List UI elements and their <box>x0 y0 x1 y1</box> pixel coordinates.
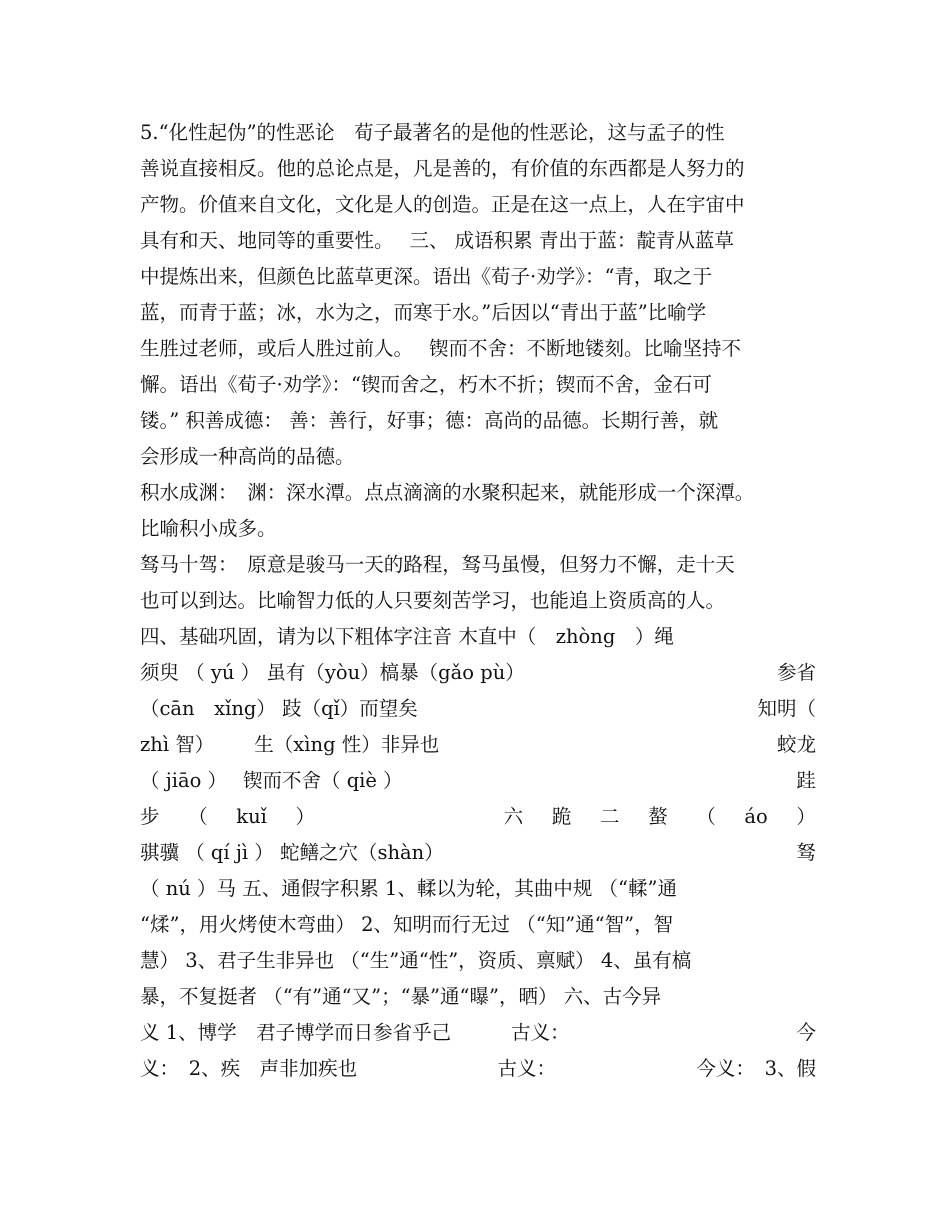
text-segment: 生（xìng 性）非异也 <box>254 733 440 756</box>
text-segment: 跬 <box>796 769 816 792</box>
text-segment: 知明（ <box>757 697 816 720</box>
text-line: 善说直接相反。他的总论点是，凡是善的，有价值的东西都是人努力的 <box>140 157 745 180</box>
text-segment: 蛟龙 <box>776 733 816 756</box>
text-segment: 二 <box>599 805 620 828</box>
text-segment: 古义： <box>497 1057 556 1080</box>
text-segment: 参省 <box>776 661 816 684</box>
text-line <box>140 1015 816 1051</box>
pinyin-line <box>140 727 816 763</box>
text-line: 积水成渊： 渊：深水潭。点点滴滴的水聚积起来，就能形成一个深潭。 <box>140 481 755 504</box>
text-line: 生胜过老师，或后人胜过前人。 锲而不舍：不断地镂刻。比喻坚持不 <box>140 337 741 360</box>
text-line: 镂。” 积善成德： 善：善行，好事；德：高尚的品德。长期行善，就 <box>140 409 719 432</box>
text-segment: 六 <box>503 805 524 828</box>
text-segment: 驽 <box>796 841 816 864</box>
text-segment: 螯 <box>648 805 668 828</box>
text-segment: 义 1、博学 君子博学而日参省乎己 <box>140 1021 452 1044</box>
text-segment: 今义： 3、假 <box>696 1057 816 1080</box>
text-line: 慧） 3、君子生非异也 （“生”通“性”，资质、禀赋） 4、虽有槁 <box>140 949 692 972</box>
text-line: “煣”，用火烤使木弯曲） 2、知明而行无过 （“知”通“智”，智 <box>140 913 674 936</box>
text-line: 产物。价值来自文化，文化是人的创造。正是在这一点上，人在宇宙中 <box>140 193 745 216</box>
text-segment: ） <box>295 805 316 828</box>
text-segment: 义： 2、疾 声非加疾也 <box>140 1057 358 1080</box>
text-segment: 古义： <box>511 1021 570 1044</box>
text-segment: 今 <box>796 1021 816 1044</box>
text-line <box>140 1051 816 1087</box>
text-segment: （cān xǐng） 跂（qǐ）而望矣 <box>140 697 418 720</box>
text-line: 也可以到达。比喻智力低的人只要刻苦学习，也能追上资质高的人。 <box>140 589 726 612</box>
text-line: 5.“化性起伪”的性恶论 荀子最著名的是他的性恶论，这与孟子的性 <box>140 121 725 144</box>
text-segment: áo <box>744 805 768 828</box>
text-segment: （ <box>696 805 716 828</box>
pinyin-line <box>140 835 816 871</box>
text-segment: 步 <box>140 805 160 828</box>
text-line: 懈。语出《荀子·劝学》：“锲而舍之，朽木不折；锲而不舍，金石可 <box>140 373 712 396</box>
pinyin-line <box>140 655 816 691</box>
pinyin-line <box>140 799 816 835</box>
text-line: 会形成一种高尚的品德。 <box>140 445 355 468</box>
text-line: （ nú ）马 五、通假字积累 1、輮以为轮，其曲中规 （“輮”通 <box>140 877 677 900</box>
text-segment: （ <box>188 805 208 828</box>
text-line: 蓝，而青于蓝；冰，水为之，而寒于水。”后因以“青出于蓝”比喻学 <box>140 301 707 324</box>
text-line: 驽马十驾： 原意是骏马一天的路程，驽马虽慢，但努力不懈，走十天 <box>140 553 735 576</box>
text-segment: kuǐ <box>236 805 267 828</box>
text-line: 四、基础巩固，请为以下粗体字注音 木直中（ zhòng ）绳 <box>140 625 674 648</box>
pinyin-line <box>140 763 816 799</box>
text-segment: 须臾 （ yú ） 虽有（yòu）槁暴（gǎo pù） <box>140 661 525 684</box>
text-line: 暴，不复挺者 （“有”通“又”；“暴”通“曝”，晒） 六、古今异 <box>140 985 662 1008</box>
text-segment: 骐骥 （ qí jì ） 蛇鳝之穴（shàn） <box>140 841 444 864</box>
text-segment: ） <box>796 805 816 828</box>
text-segment: zhì 智） <box>140 733 215 756</box>
text-line: 具有和天、地同等的重要性。 三、 成语积累 青出于蓝：靛青从蓝草 <box>140 229 734 252</box>
text-line: 中提炼出来，但颜色比蓝草更深。语出《荀子·劝学》：“青，取之于 <box>140 265 712 288</box>
text-line: 比喻积小成多。 <box>140 517 277 540</box>
text-segment: 跪 <box>551 805 572 828</box>
pinyin-line <box>140 691 816 727</box>
text-segment: （ jiāo ） 锲而不舍（ qiè ） <box>140 769 403 792</box>
